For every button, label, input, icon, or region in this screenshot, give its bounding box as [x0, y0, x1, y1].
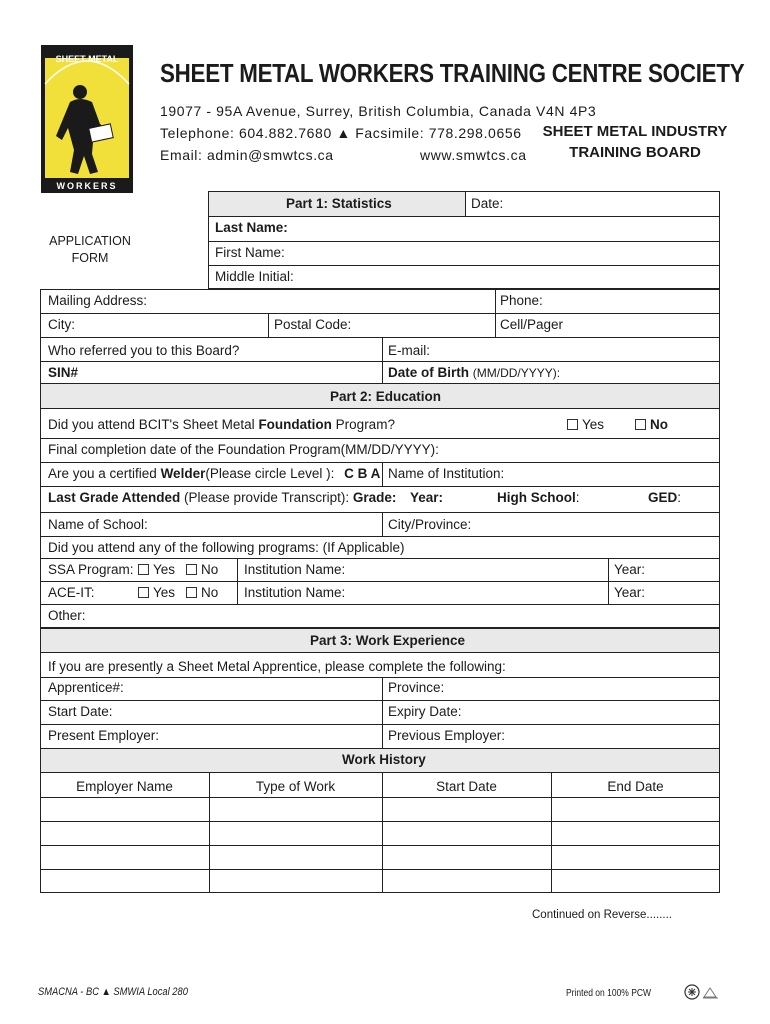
first-name-field[interactable]: First Name: [215, 245, 285, 260]
main-form-box [40, 289, 720, 628]
continued-note: Continued on Reverse........ [532, 909, 672, 921]
work-history-heading: Work History [342, 752, 426, 767]
foundation-no-option[interactable] [635, 417, 668, 432]
programs-question: Did you attend any of the following programs: (If Applicable) [48, 540, 405, 555]
date-field[interactable]: Date: [471, 196, 504, 211]
logo-top-text: SHEET METAL [55, 54, 119, 64]
grade-label: Grade: [352, 490, 397, 505]
present-employer-field[interactable]: Present Employer: [48, 728, 160, 743]
footer-printed-note: Printed on 100% PCW [566, 988, 652, 999]
welder-pre: Are you a certified [48, 466, 161, 481]
ace-no-option[interactable] [186, 585, 218, 600]
school-name-field[interactable]: Name of School: [48, 517, 148, 532]
referred-by-field[interactable]: Who referred you to this Board? [48, 343, 240, 358]
mailing-address-field[interactable]: Mailing Address: [48, 293, 148, 308]
column-start-date: Start Date [436, 779, 497, 794]
ace-it-label: ACE-IT: [48, 585, 95, 600]
work-history-row[interactable] [41, 798, 719, 821]
last-grade-field[interactable] [48, 490, 396, 505]
ace-no-checkbox[interactable] [186, 587, 197, 598]
address-line: 19077 - 95A Avenue, Surrey, British Columbia, Canada V4N 4P3 [160, 103, 597, 119]
high-school-label: High School [497, 490, 576, 505]
foundation-no-label: No [650, 417, 668, 432]
ace-institution-field[interactable]: Institution Name: [244, 585, 346, 600]
organization-title: SHEET METAL WORKERS TRAINING CENTRE SOCIETY [160, 58, 745, 88]
city-province-field[interactable]: City/Province: [388, 517, 472, 532]
last-name-field[interactable]: Last Name: [215, 220, 288, 235]
phone-fax-line: Telephone: 604.882.7680 ▲ Facsimile: 778.298.0656 [160, 125, 522, 141]
ssa-program-label: SSA Program: [48, 562, 134, 577]
institution-name-field[interactable]: Name of Institution: [388, 466, 505, 481]
expiry-date-field[interactable]: Expiry Date: [388, 704, 462, 719]
board-line-2: TRAINING BOARD [569, 144, 701, 161]
dob-format: (MM/DD/YYYY): [472, 366, 561, 380]
province-field[interactable]: Province: [388, 680, 445, 695]
high-school-field[interactable] [497, 490, 580, 505]
foundation-q-bold: Foundation [258, 417, 332, 432]
middle-initial-field[interactable]: Middle Initial: [215, 269, 294, 284]
ace-no-label: No [201, 585, 219, 600]
column-end-date: End Date [607, 779, 664, 794]
foundation-no-checkbox[interactable] [635, 419, 646, 430]
foundation-yes-option[interactable] [567, 417, 604, 432]
welder-levels[interactable]: C B A [344, 466, 381, 481]
ace-yes-option[interactable] [138, 585, 175, 600]
column-employer-name: Employer Name [76, 779, 173, 794]
foundation-question [48, 417, 395, 432]
part3-heading: Part 3: Work Experience [310, 633, 466, 648]
high-school-colon: : [575, 490, 580, 505]
union-label-icon [684, 983, 720, 1001]
ssa-institution-field[interactable]: Institution Name: [244, 562, 346, 577]
application-label-line1: APPLICATION [49, 234, 131, 248]
board-line-1: SHEET METAL INDUSTRY [542, 123, 728, 140]
part2-heading: Part 2: Education [330, 389, 442, 404]
ssa-yes-label: Yes [153, 562, 176, 577]
email-field[interactable]: E-mail: [388, 343, 431, 358]
ged-field[interactable] [648, 490, 681, 505]
part1-heading: Part 1: Statistics [286, 196, 392, 211]
sin-field[interactable]: SIN# [48, 365, 79, 380]
welder-question [48, 466, 380, 481]
other-program-field[interactable]: Other: [48, 608, 86, 623]
footer-affiliations: SMACNA - BC ▲ SMWIA Local 280 [38, 986, 188, 998]
application-label-line2: FORM [71, 251, 109, 265]
postal-code-field[interactable]: Postal Code: [274, 317, 352, 332]
dob-label: Date of Birth [388, 365, 469, 380]
foundation-q-post: Program? [331, 417, 395, 432]
welder-post: (Please circle Level ): [205, 466, 335, 481]
column-type-of-work: Type of Work [255, 779, 336, 794]
ged-label: GED [648, 490, 678, 505]
date-of-birth-field[interactable] [388, 365, 560, 380]
apprentice-note: If you are presently a Sheet Metal Apprentice, please complete the following: [48, 659, 506, 674]
ged-colon: : [677, 490, 682, 505]
work-history-row[interactable] [41, 846, 719, 869]
foundation-yes-label: Yes [582, 417, 605, 432]
ace-year-field[interactable]: Year: [614, 585, 646, 600]
previous-employer-field[interactable]: Previous Employer: [388, 728, 506, 743]
email-line: Email: admin@smwtcs.ca [160, 147, 334, 163]
sheet-metal-workers-logo [40, 44, 134, 194]
ssa-year-field[interactable]: Year: [614, 562, 646, 577]
ace-yes-checkbox[interactable] [138, 587, 149, 598]
work-history-row[interactable] [41, 870, 719, 892]
year-field[interactable]: Year: [410, 490, 444, 505]
foundation-q-pre: Did you attend BCIT's Sheet Metal [48, 417, 259, 432]
application-form-label [40, 233, 140, 267]
ssa-no-option[interactable] [186, 562, 218, 577]
ssa-no-checkbox[interactable] [186, 564, 197, 575]
start-date-field[interactable]: Start Date: [48, 704, 113, 719]
work-history-row[interactable] [41, 822, 719, 845]
last-grade-bold: Last Grade Attended [48, 490, 181, 505]
foundation-completion-field[interactable]: Final completion date of the Foundation Program(MM/DD/YYYY): [48, 442, 439, 457]
website-line: www.smwtcs.ca [420, 147, 527, 163]
cell-pager-field[interactable]: Cell/Pager [500, 317, 564, 332]
ace-yes-label: Yes [153, 585, 176, 600]
city-field[interactable]: City: [48, 317, 75, 332]
last-grade-mid: (Please provide Transcript): [180, 490, 353, 505]
ssa-yes-option[interactable] [138, 562, 175, 577]
phone-field[interactable]: Phone: [500, 293, 543, 308]
logo-bottom-text: WORKERS [56, 181, 118, 191]
ssa-yes-checkbox[interactable] [138, 564, 149, 575]
foundation-yes-checkbox[interactable] [567, 419, 578, 430]
welder-bold: Welder [160, 466, 206, 481]
ssa-no-label: No [201, 562, 219, 577]
apprentice-number-field[interactable]: Apprentice#: [48, 680, 124, 695]
